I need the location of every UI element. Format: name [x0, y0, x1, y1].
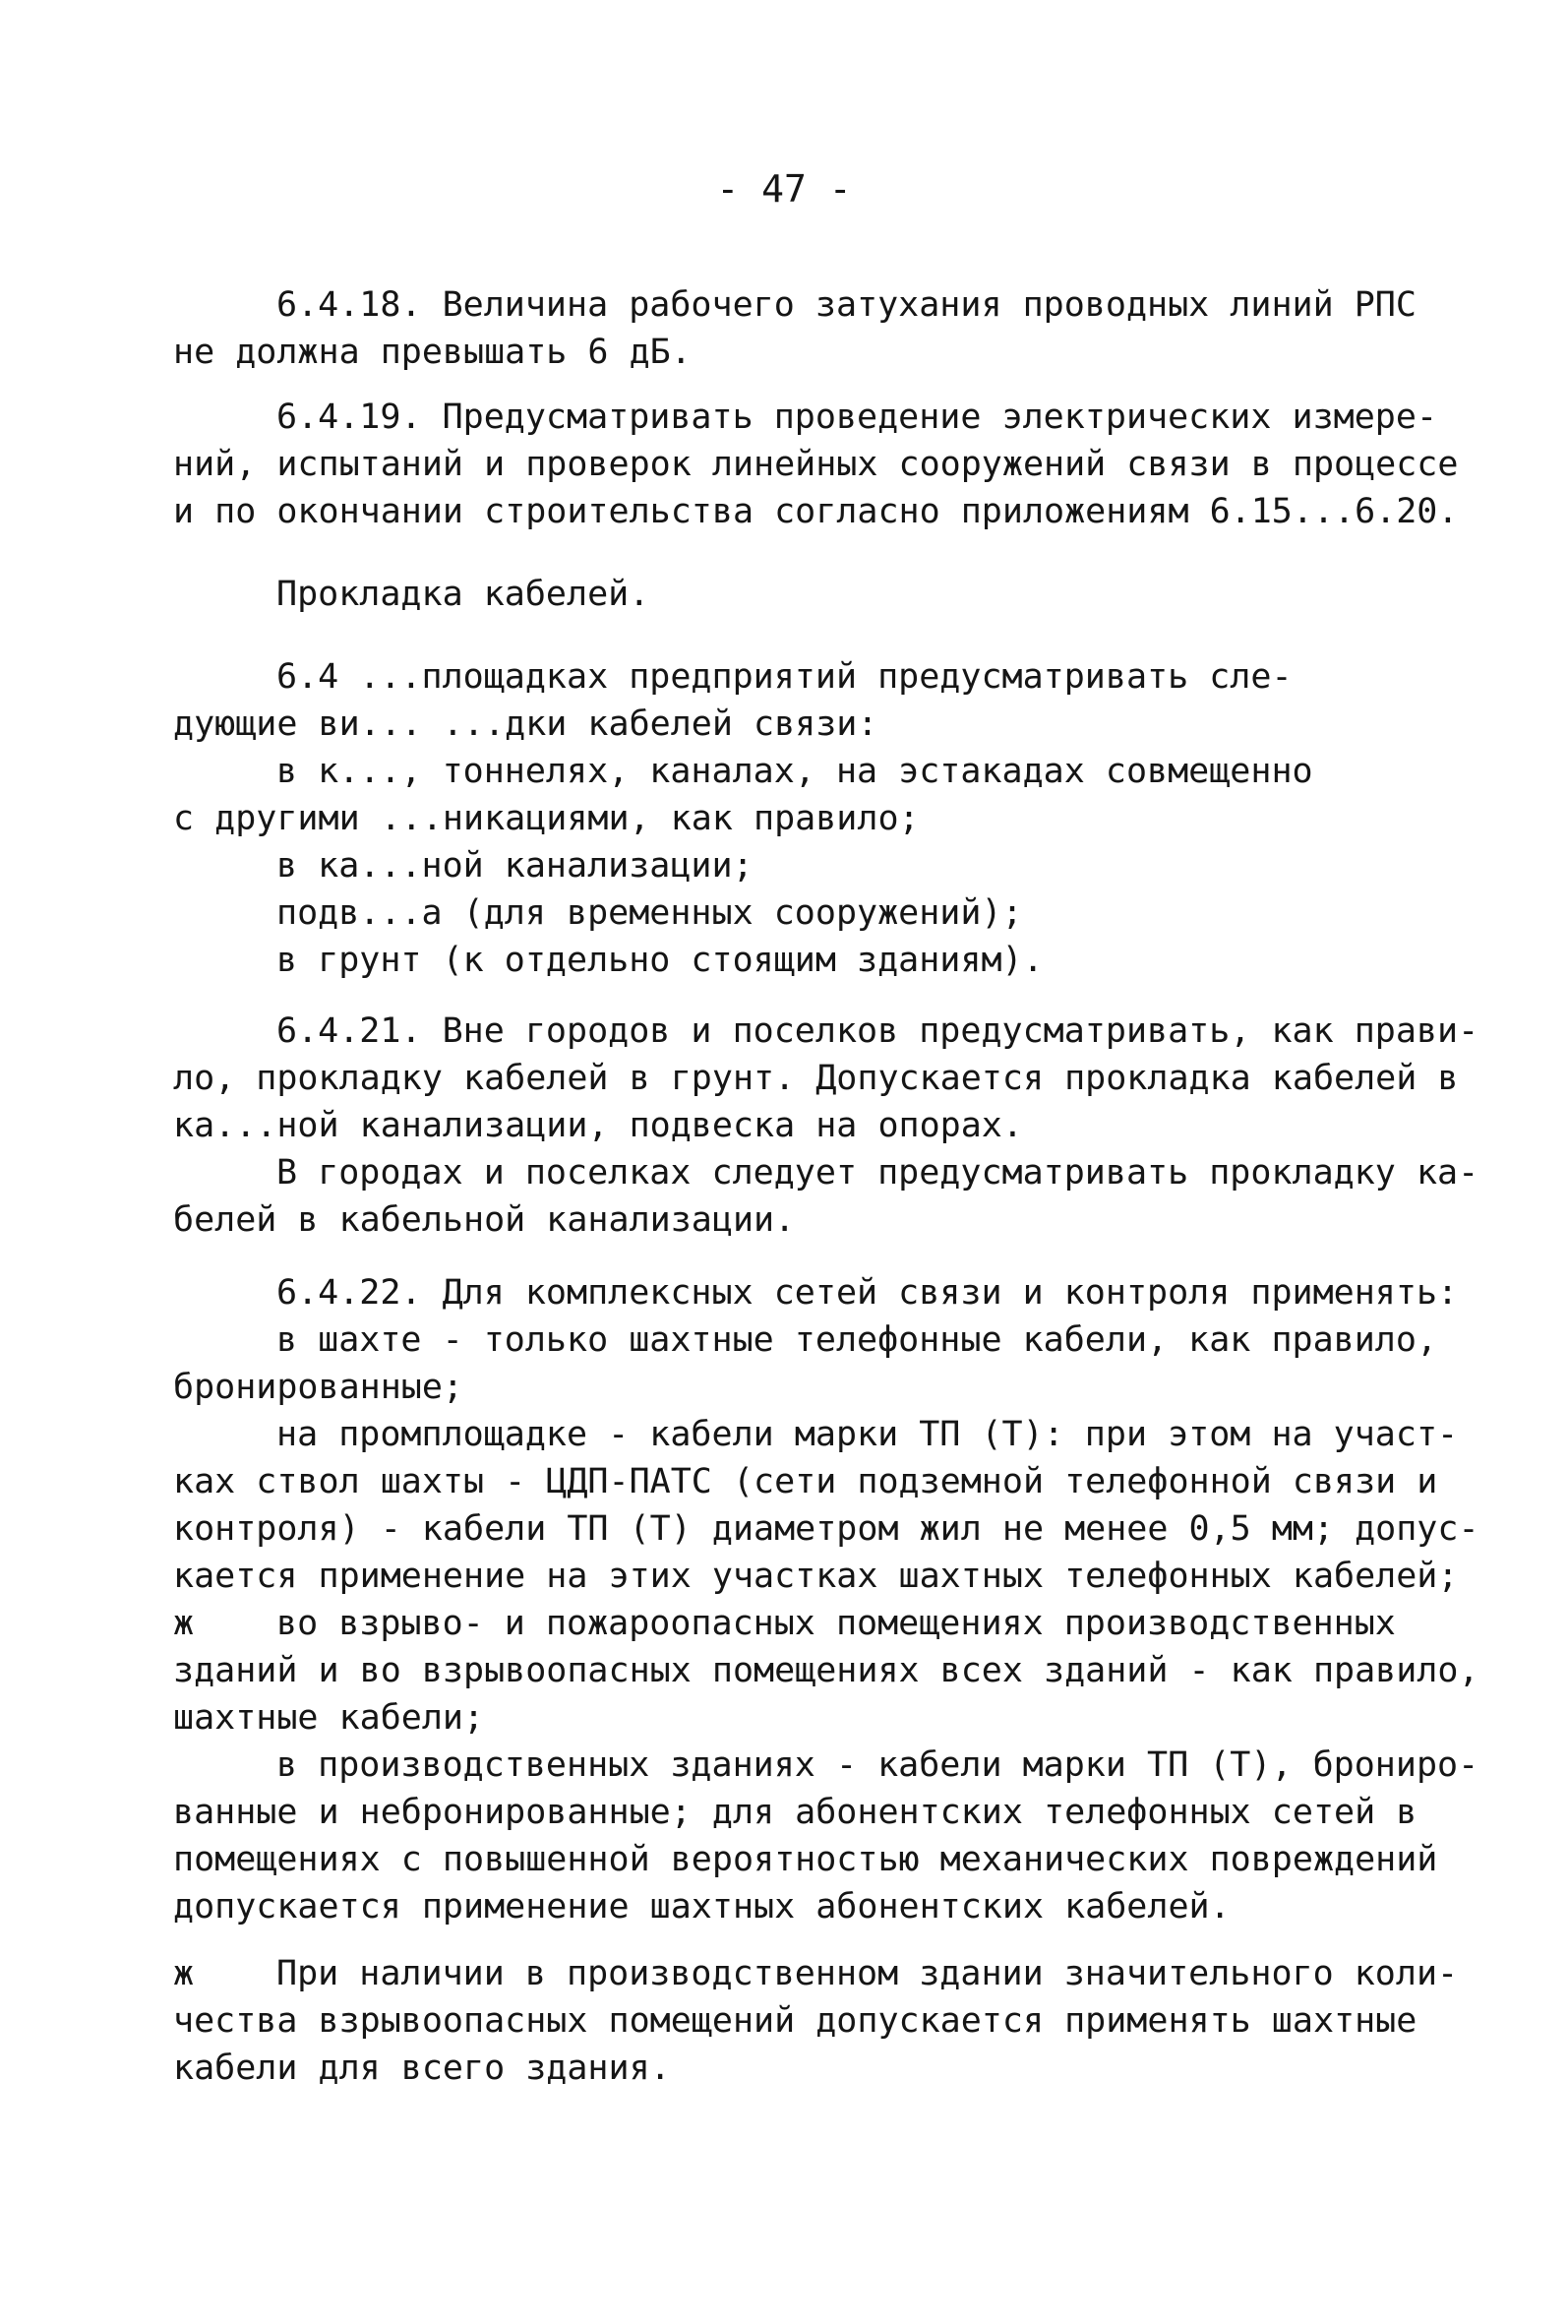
text-line: 6.4.19. Предусматривать проведение электрических измере-: [276, 398, 1438, 437]
paragraph-6-4-18: [173, 281, 1422, 376]
list-item: в к..., тоннелях, каналах, на эстакадах совмещенно: [276, 752, 1313, 791]
text-line: с другими ...никациями, как правило;: [173, 799, 920, 838]
text-line: 6.4.18. Величина рабочего затухания проводных линий РПС: [276, 285, 1417, 325]
text-line: ванные и небронированные; для абонентских телефонных сетей в: [173, 1793, 1417, 1832]
text-line: белей в кабельной канализации.: [173, 1200, 796, 1240]
text-line: 6.4.22. Для комплексных сетей связи и контроля применять:: [276, 1273, 1459, 1313]
paragraph-6-4-21: [173, 1008, 1479, 1244]
text-line: ка...ной канализации, подвеска на опорах.: [173, 1106, 1023, 1145]
text-line: бронированные;: [173, 1368, 464, 1407]
list-item: подв...а (для временных сооружений);: [276, 893, 1023, 933]
paragraph-6-4-22: [173, 1269, 1479, 1930]
page-number: - 47 -: [716, 167, 852, 211]
list-item: в шахте - только шахтные телефонные кабели, как правило,: [276, 1320, 1438, 1360]
text-line: не должна превышать 6 дБ.: [173, 333, 692, 372]
paragraph-6-4-19: [173, 394, 1459, 535]
text-line: зданий и во взрывоопасных помещениях всех зданий - как правило,: [173, 1651, 1479, 1690]
footnote-line: чества взрывоопасных помещений допускается применять шахтные: [173, 2001, 1417, 2041]
list-item-text: во взрыво- и пожароопасных помещениях производственных: [276, 1604, 1396, 1643]
text-line: 6.4 ...площадках предприятий предусматривать сле-: [276, 657, 1293, 697]
heading-cable-laying: Прокладка кабелей.: [276, 575, 650, 614]
footnote-line: [173, 1950, 1459, 1997]
text-line: ний, испытаний и проверок линейных сооружений связи в процессе: [173, 445, 1459, 484]
text-line: 6.4.21. Вне городов и поселков предусматривать, как прави-: [276, 1011, 1479, 1051]
list-item: на промплощадке - кабели марки ТП (Т): при этом на участ-: [276, 1415, 1459, 1454]
text-line: дующие ви... ...дки кабелей связи:: [173, 704, 878, 744]
footnote-marker: ж: [173, 1604, 195, 1643]
text-line: и по окончании строительства согласно приложениям 6.15...6.20.: [173, 492, 1459, 531]
list-item: в производственных зданиях - кабели марки ТП (Т), брониро-: [276, 1745, 1479, 1785]
section-heading: [173, 571, 1422, 618]
paragraph-6-4-20: [173, 653, 1422, 984]
footnote-marker: ж: [173, 1954, 195, 1993]
list-item-with-marker: [173, 1600, 1422, 1647]
text-line: помещениях с повышенной вероятностью механических повреждений: [173, 1840, 1438, 1879]
footnote-text: При наличии в производственном здании значительного коли-: [276, 1954, 1459, 1993]
text-line: кается применение на этих участках шахтных телефонных кабелей;: [173, 1557, 1459, 1596]
footnote: [173, 1950, 1459, 2092]
footnote-line: кабели для всего здания.: [173, 2049, 671, 2088]
text-line: шахтные кабели;: [173, 1698, 485, 1738]
text-line: ло, прокладку кабелей в грунт. Допускается прокладка кабелей в: [173, 1059, 1459, 1098]
text-line: допускается применение шахтных абонентских кабелей.: [173, 1887, 1231, 1926]
text-line: ках ствол шахты - ЦДП-ПАТС (сети подземной телефонной связи и: [173, 1462, 1438, 1501]
text-line: контроля) - кабели ТП (Т) диаметром жил не менее 0,5 мм; допус-: [173, 1509, 1479, 1549]
list-item: в ка...ной канализации;: [276, 846, 754, 886]
text-line: В городах и поселках следует предусматривать прокладку ка-: [276, 1153, 1479, 1193]
list-item: в грунт (к отдельно стоящим зданиям).: [276, 941, 1044, 980]
